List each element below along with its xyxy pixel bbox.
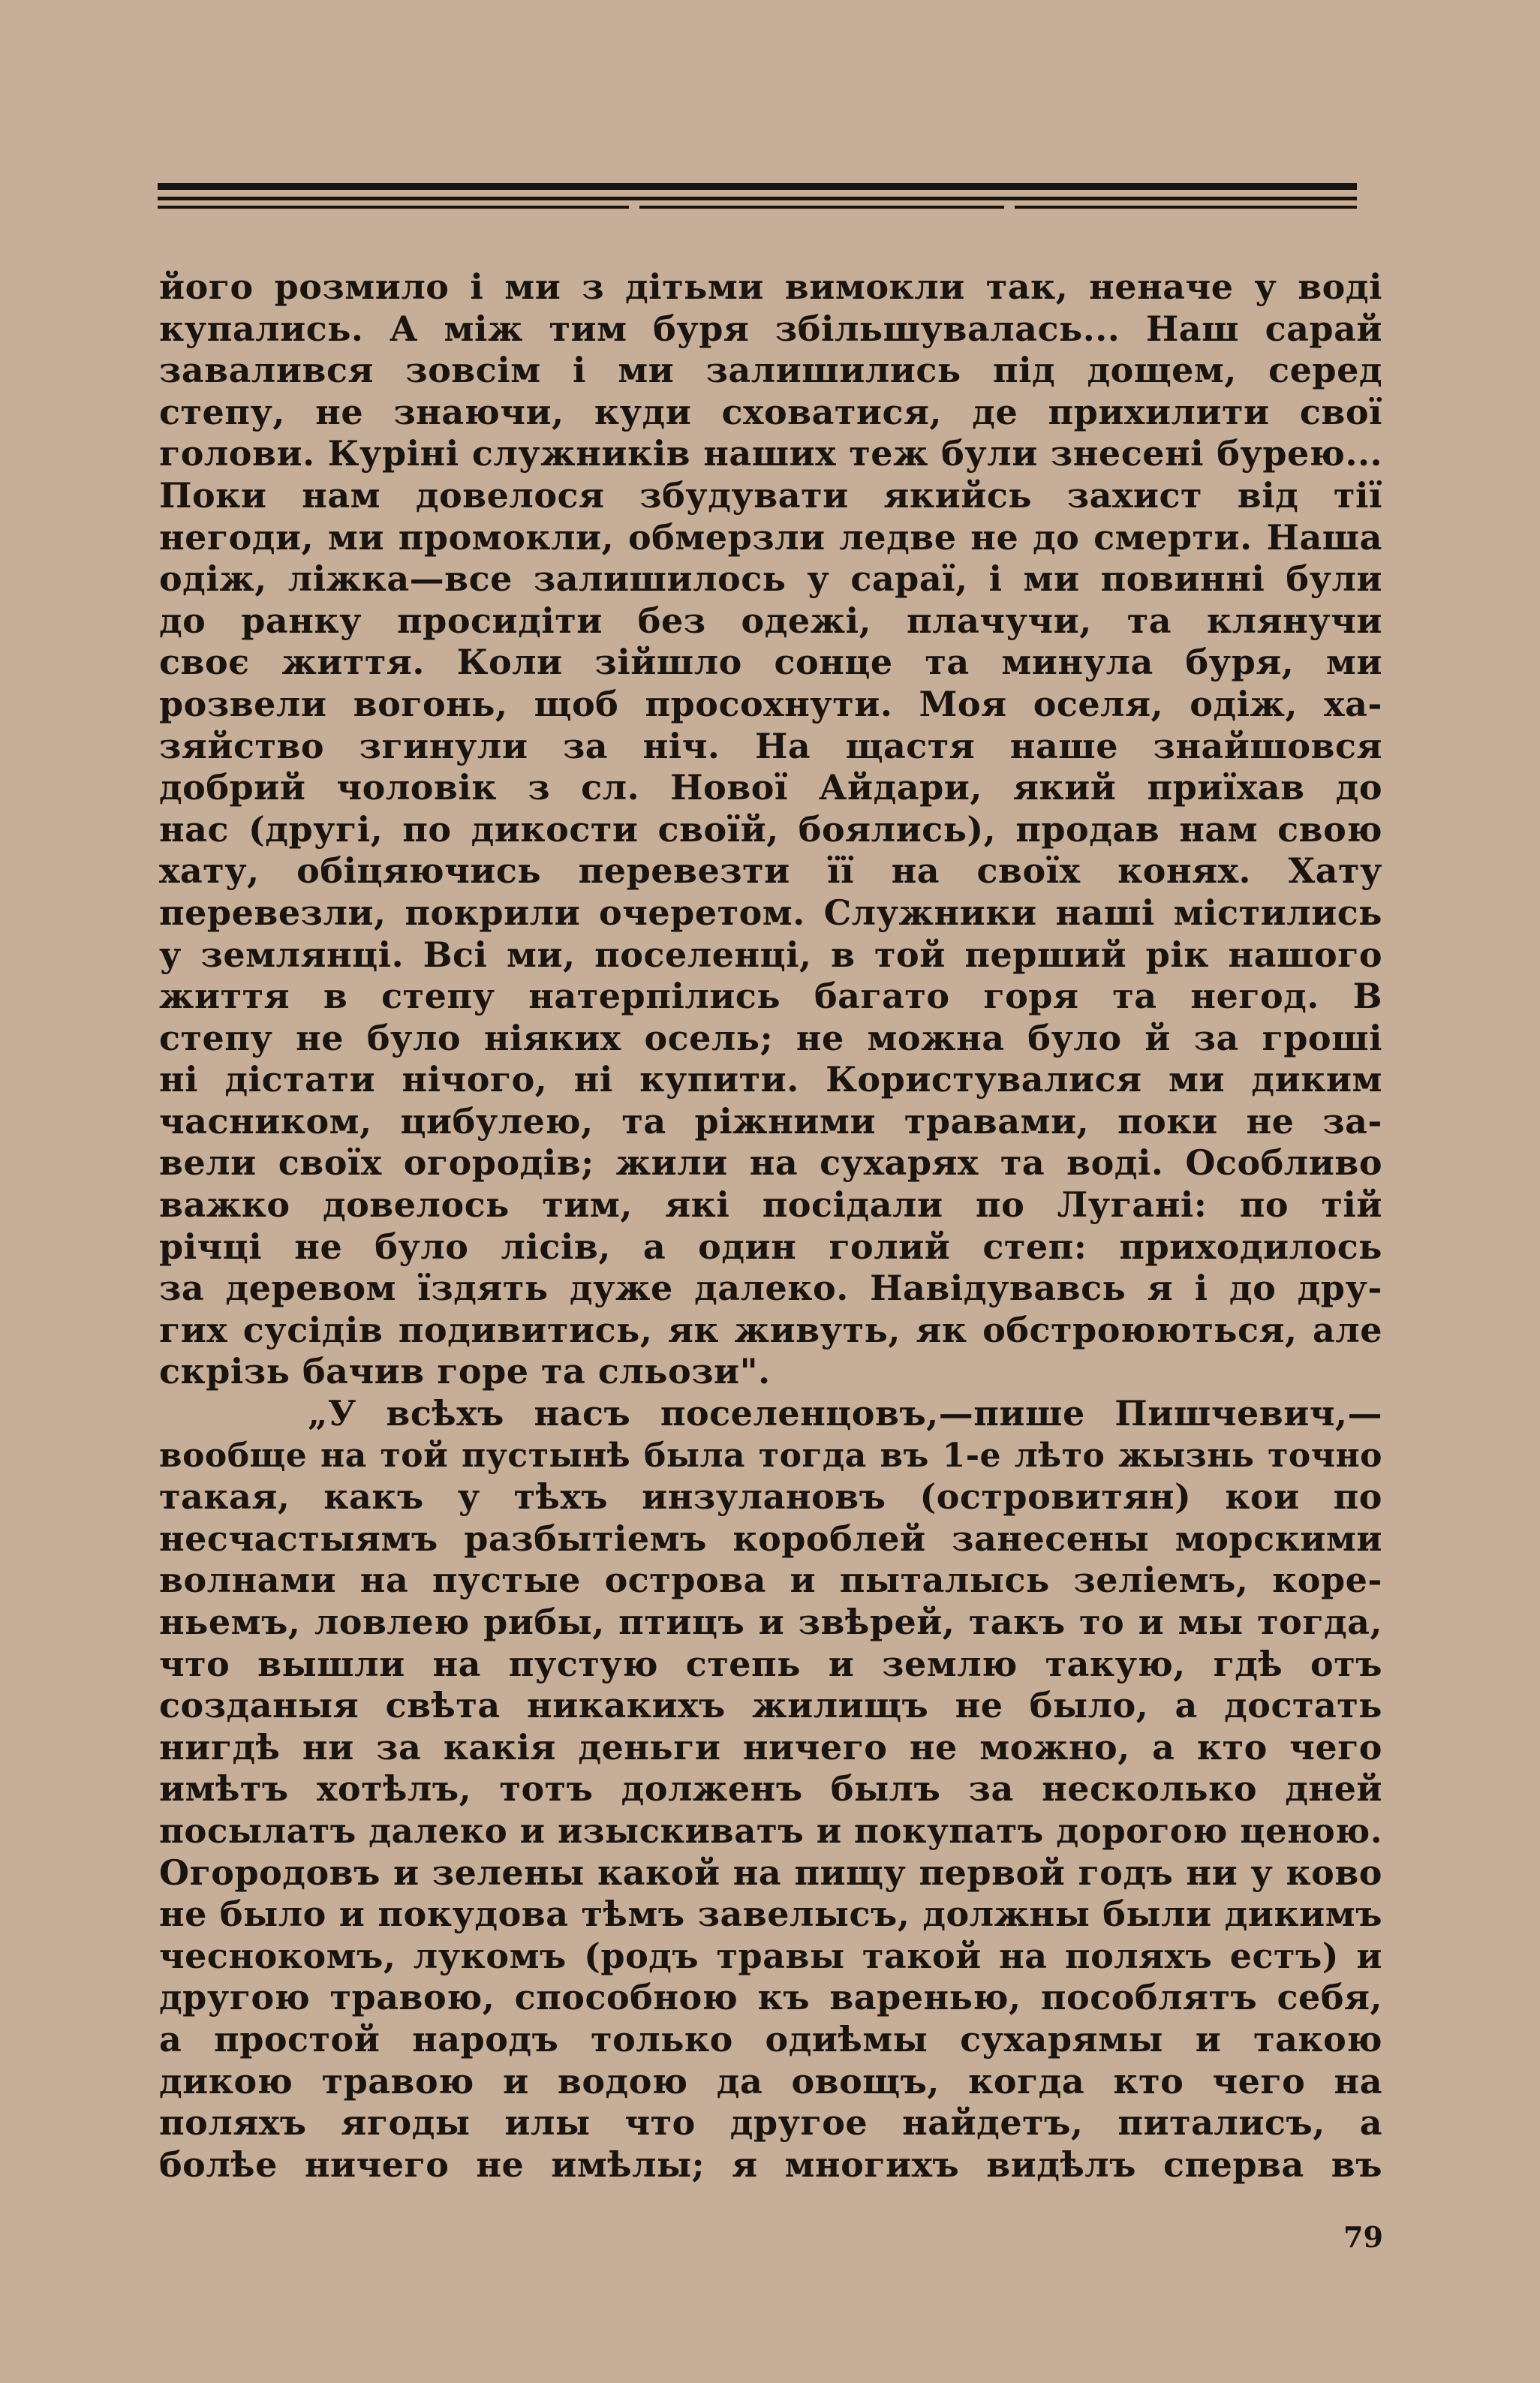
text-line: вели своїх огородів; жили на сухарях та воді. Особливо <box>159 1142 1382 1184</box>
text-line: имѣтъ хотѣлъ, тотъ долженъ былъ за несколько дней <box>159 1768 1382 1810</box>
text-line: „У всѣхъ насъ поселенцовъ,—пише Пишчевич,— <box>308 1393 1382 1434</box>
text-line: одіж, ліжка—все залишилось у сараї, і ми повинні були <box>159 558 1382 600</box>
text-line: Поки нам довелося збудувати якийсь захист від тії <box>159 474 1382 516</box>
text-line: что вышли на пустую степь и землю такую, гдѣ отъ <box>159 1643 1382 1684</box>
text-line: нигдѣ ни за какія деньги ничего не можно, а кто чего <box>159 1726 1382 1768</box>
text-line: часником, цибулею, та ріжними травами, поки не за- <box>159 1100 1382 1142</box>
text-line: скрізь бачив горе та сльози". <box>159 1351 771 1392</box>
text-line: посылатъ далеко и изыскиватъ и покупатъ дорогою ценою. <box>159 1810 1382 1851</box>
text-line: зяйство згинули за ніч. На щастя наше знайшовся <box>159 725 1382 766</box>
text-line: розвели вогонь, щоб просохнути. Моя оселя, одіж, ха- <box>159 683 1382 724</box>
top-rule-segment <box>158 206 629 209</box>
text-line: негоди, ми промокли, обмерзли ледве не до смерти. Наша <box>159 516 1382 558</box>
top-rule-segment <box>1015 206 1357 209</box>
text-line: голови. Курінi служників наших теж були знесені бурею... <box>159 433 1382 474</box>
text-line: життя в степу натерпілись багато горя та негод. В <box>159 976 1382 1017</box>
text-line: Огородовъ и зелены какой на пищу первой годъ ни у ково <box>159 1852 1382 1893</box>
text-line: його розмило і ми з дітьми вимокли так, неначе у воді <box>159 266 1382 307</box>
page-text <box>159 266 1382 2186</box>
text-line: своє життя. Коли зійшло сонце та минула буря, ми <box>159 642 1382 683</box>
text-line: такая, какъ у тѣхъ инзулановъ (островитян) кои по <box>159 1476 1382 1518</box>
text-line: другою травою, способною къ варенью, пособлятъ себя, <box>159 1977 1382 2018</box>
page-number: 79 <box>1343 2220 1383 2254</box>
top-rule-segment <box>639 206 1004 209</box>
text-line: гих сусідів подивитись, як живуть, як обстроюються, але <box>159 1309 1382 1350</box>
text-line: болѣе ничего не имѣлы; я многихъ видѣлъ сперва въ <box>159 2144 1382 2185</box>
text-line: до ранку просидіти без одежі, плачучи, та клянучи <box>159 600 1382 641</box>
text-line: поляхъ ягоды илы что другое найдетъ, питалисъ, а <box>159 2102 1382 2144</box>
text-line: вообще на той пустынѣ была тогда въ 1-е лѣто жызнь точно <box>159 1436 1382 1475</box>
text-line: не было и покудова тѣмъ завелысъ, должны были дикимъ <box>159 1894 1382 1935</box>
text-line: ньемъ, ловлею рибы, птицъ и звѣрей, такъ то и мы тогда, <box>159 1602 1382 1642</box>
text-line: хату, обіцяючись перевезти її на своїх конях. Хату <box>159 850 1382 892</box>
text-line: у землянці. Всі ми, поселенці, в той перший рік нашого <box>159 934 1382 975</box>
text-line: купались. А між тим буря збільшувалась... Наш сарай <box>159 308 1382 349</box>
paragraph-ukrainian <box>159 266 1382 1393</box>
text-line: важко довелось тим, які посідали по Лугані: по тій <box>159 1184 1382 1226</box>
top-rule-thick <box>158 183 1357 190</box>
text-line: за деревом їздять дуже далеко. Навідувавсь я і до дру- <box>159 1268 1382 1309</box>
text-line: дикою травою и водою да овощъ, когда кто чего на <box>159 2060 1382 2102</box>
text-line: степу, не знаючи, куди сховатися, де прихилити свої <box>159 391 1382 432</box>
text-line: завалився зовсім і ми залишились під дощем, серед <box>159 350 1382 391</box>
text-line: перевезли, покрили очеретом. Служники наші містились <box>159 892 1382 933</box>
paragraph-quote <box>159 1393 1382 2186</box>
text-line: ні дістати нічого, ні купити. Користувалися ми диким <box>159 1059 1382 1100</box>
text-line: чеснокомъ, лукомъ (родъ травы такой на поляхъ естъ) и <box>159 1935 1382 1976</box>
text-line: нас (другі, по дикости своїй, боялись), продав нам свою <box>159 808 1382 850</box>
text-line: волнами на пустые острова и пыталысь зеліемъ, коре- <box>159 1560 1382 1601</box>
text-line: несчастыямъ разбытіемъ короблей занесены морскими <box>159 1518 1382 1559</box>
text-line: созданыя свѣта никакихъ жилищъ не было, а достать <box>159 1685 1382 1726</box>
text-line: степу не було ніяких осель; не можна було й за гроші <box>159 1017 1382 1058</box>
text-line: річці не було лісів, а один голий степ: приходилось <box>159 1226 1382 1267</box>
text-line: а простой народъ только одиѣмы сухарямы и такою <box>159 2018 1382 2060</box>
text-line: добрий чоловік з сл. Нової Айдари, який приїхав до <box>159 767 1382 808</box>
top-rule-thin <box>158 197 1357 200</box>
